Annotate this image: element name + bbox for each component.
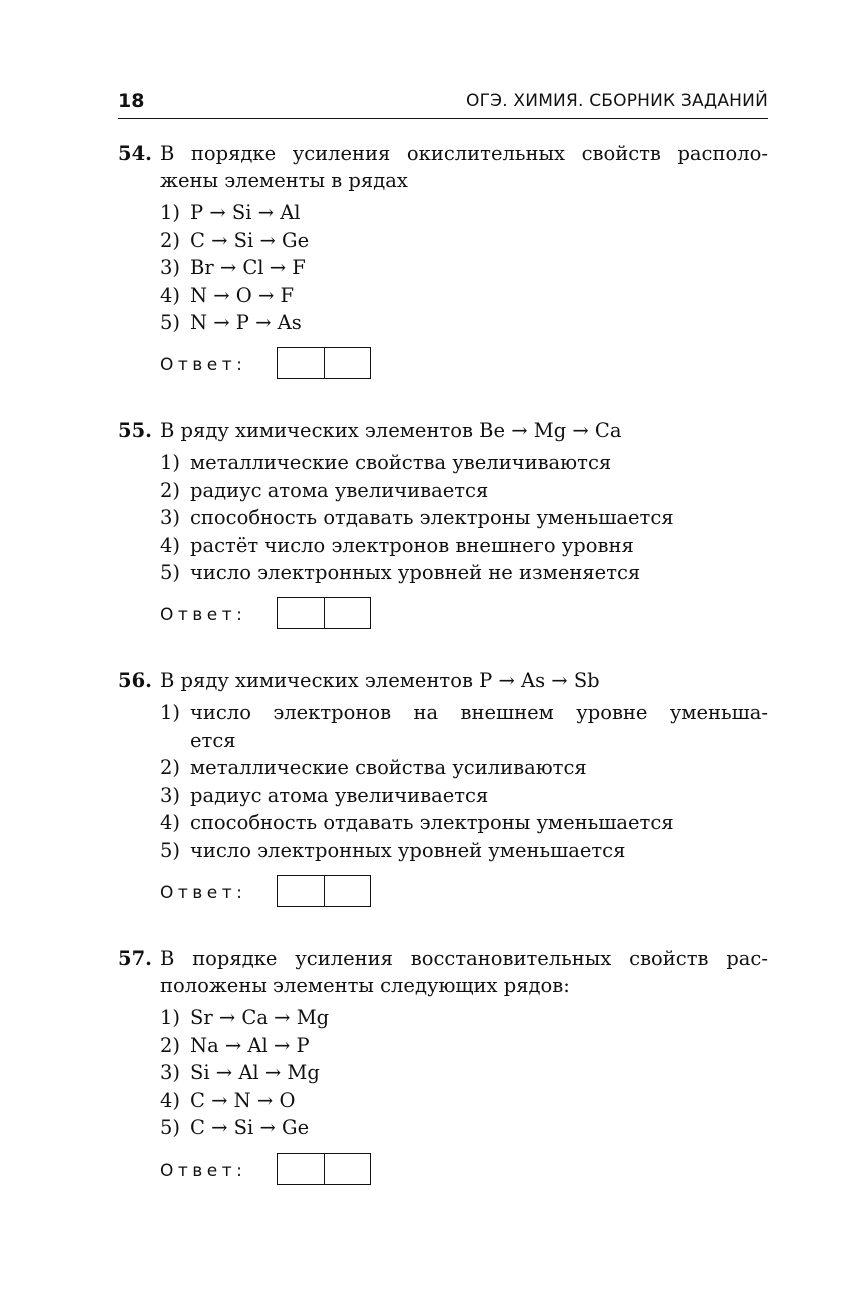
option-continuation: ется bbox=[190, 728, 236, 752]
option-item: 2) C → Si → Ge bbox=[160, 228, 310, 252]
page-header bbox=[118, 88, 768, 119]
option-item: 1) число электронов на внешнем уровне уменьша- bbox=[160, 701, 768, 724]
page-number: 18 bbox=[118, 90, 145, 112]
option-item: 1) P → Si → Al bbox=[160, 201, 301, 224]
answer-cell[interactable] bbox=[324, 348, 371, 378]
option-item: 2) радиус атома увеличивается bbox=[160, 478, 489, 502]
option-item: 1) металлические свойства увеличиваются bbox=[160, 451, 612, 474]
question-line bbox=[118, 945, 768, 972]
task-56 bbox=[118, 667, 768, 865]
answer-cell[interactable] bbox=[324, 1154, 371, 1184]
answer-box[interactable] bbox=[277, 1153, 371, 1185]
task-55 bbox=[118, 417, 768, 587]
answer-box[interactable] bbox=[277, 347, 371, 379]
answer-cell[interactable] bbox=[278, 876, 324, 906]
answer-label: Ответ: bbox=[160, 355, 247, 375]
option-item: 4) N → O → F bbox=[160, 283, 295, 307]
answer-label: Ответ: bbox=[160, 883, 247, 903]
option-item: 3) способность отдавать электроны уменьшается bbox=[160, 506, 674, 530]
question-line bbox=[118, 667, 768, 694]
task-number: 54. bbox=[118, 142, 152, 165]
book-title: ОГЭ. ХИМИЯ. СБОРНИК ЗАДАНИЙ bbox=[466, 91, 768, 111]
task-number: 55. bbox=[118, 419, 152, 442]
options-list bbox=[118, 1004, 768, 1142]
answer-cell[interactable] bbox=[278, 598, 324, 628]
answer-cell[interactable] bbox=[324, 598, 371, 628]
question-text: В порядке усиления восстановительных свойств рас- bbox=[160, 947, 768, 970]
options-list bbox=[118, 699, 768, 865]
question-text: В ряду химических элементов P → As → Sb bbox=[160, 669, 600, 692]
task-57 bbox=[118, 945, 768, 1142]
option-item: 1) Sr → Ca → Mg bbox=[160, 1006, 330, 1029]
task-54 bbox=[118, 140, 768, 337]
option-item: 5) число электронных уровней уменьшается bbox=[160, 838, 626, 862]
option-item: 5) N → P → As bbox=[160, 311, 302, 335]
option-item: 5) C → Si → Ge bbox=[160, 1116, 310, 1140]
answer-cell[interactable] bbox=[324, 876, 371, 906]
answer-label: Ответ: bbox=[160, 605, 247, 625]
options-list bbox=[118, 199, 768, 337]
option-item: 2) металлические свойства усиливаются bbox=[160, 756, 587, 780]
answer-cell[interactable] bbox=[278, 1154, 324, 1184]
question-line bbox=[118, 140, 768, 167]
option-item: 3) Br → Cl → F bbox=[160, 256, 306, 280]
option-item: 4) способность отдавать электроны уменьшается bbox=[160, 811, 674, 835]
task-number: 57. bbox=[118, 947, 152, 970]
option-item: 4) растёт число электронов внешнего уровня bbox=[160, 533, 634, 557]
option-item: 4) C → N → O bbox=[160, 1088, 296, 1112]
answer-box[interactable] bbox=[277, 597, 371, 629]
question-text: В порядке усиления окислительных свойств располо- bbox=[160, 142, 768, 165]
question-continuation: жены элементы в рядах bbox=[160, 169, 408, 192]
option-item: 5) число электронных уровней не изменяется bbox=[160, 561, 641, 585]
options-list bbox=[118, 449, 768, 587]
option-item: 3) радиус атома увеличивается bbox=[160, 783, 489, 807]
question-continuation: положены элементы следующих рядов: bbox=[160, 974, 570, 997]
answer-label: Ответ: bbox=[160, 1161, 247, 1181]
answer-cell[interactable] bbox=[278, 348, 324, 378]
question-line bbox=[118, 417, 768, 444]
question-text: В ряду химических элементов Be → Mg → Ca bbox=[160, 419, 622, 442]
option-item: 2) Na → Al → P bbox=[160, 1033, 310, 1057]
task-number: 56. bbox=[118, 669, 152, 692]
answer-box[interactable] bbox=[277, 875, 371, 907]
option-item: 3) Si → Al → Mg bbox=[160, 1061, 320, 1085]
